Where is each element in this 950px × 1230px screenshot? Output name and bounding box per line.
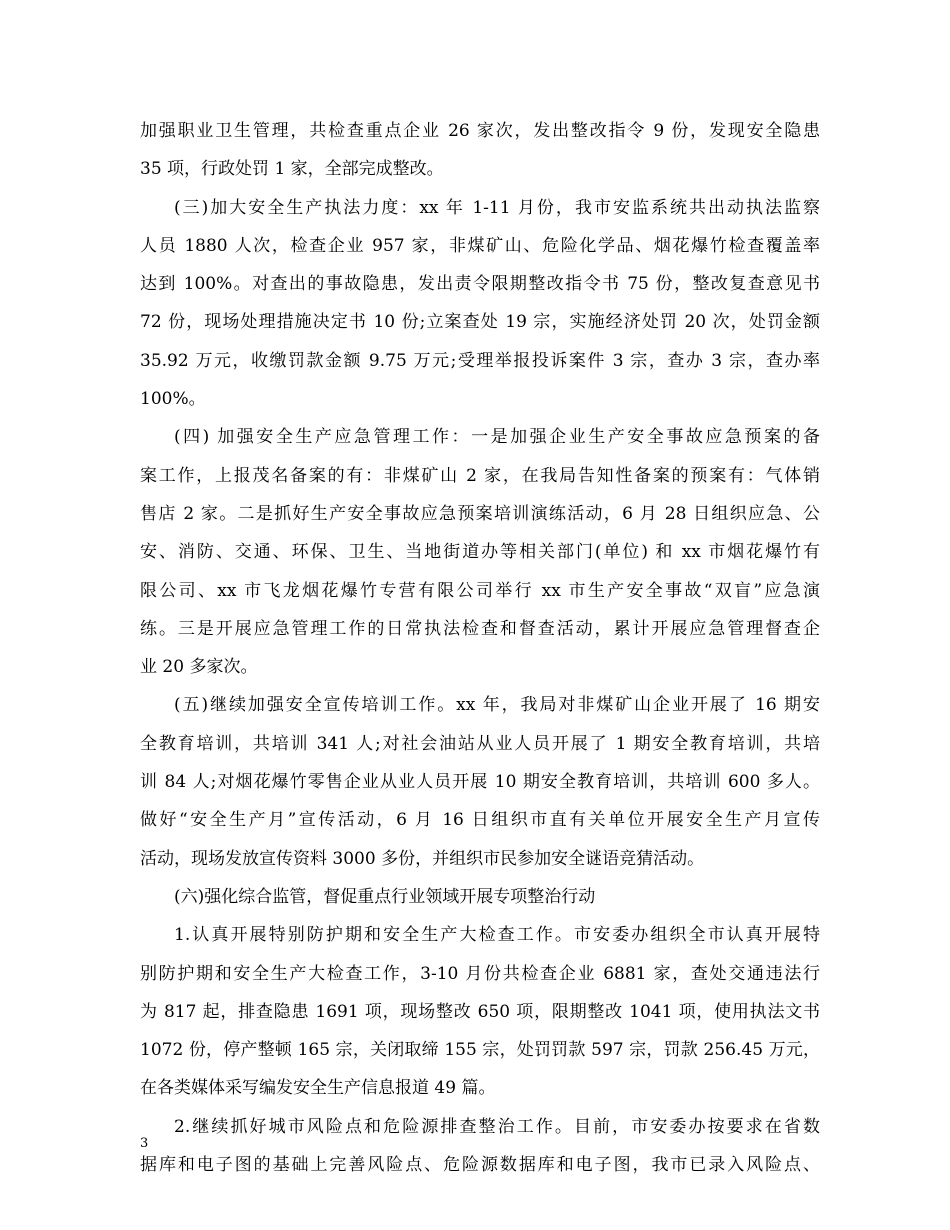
text-line: 据库和电子图的基础上完善风险点、危险源数据库和电子图，我市已录入风险点、 bbox=[140, 1155, 820, 1176]
text-line: 100%。 bbox=[140, 389, 206, 410]
text-line: 1.认真开展特别防护期和安全生产大检查工作。市安委办组织全市认真开展特 bbox=[174, 925, 820, 946]
text-line: (四) 加强安全生产应急管理工作：一是加强企业生产安全事故应急预案的备 bbox=[174, 427, 820, 448]
text-line: 在各类媒体采写编发安全生产信息报道 49 篇。 bbox=[140, 1078, 496, 1099]
text-line: 35 项，行政处罚 1 家，全部完成整改。 bbox=[140, 159, 444, 180]
text-line: 做好“安全生产月”宣传活动，6 月 16 日组织市直有关单位开展安全生产月宣传 bbox=[140, 810, 820, 831]
text-line: 活动，现场发放宣传资料 3000 多份，并组织市民参加安全谜语竞猜活动。 bbox=[140, 848, 705, 869]
text-line: 安、消防、交通、环保、卫生、当地街道办等相关部门(单位) 和 xx 市烟花爆竹有 bbox=[140, 542, 820, 563]
text-line: (六)强化综合监管，督促重点行业领域开展专项整治行动 bbox=[174, 886, 596, 907]
text-line: 全教育培训，共培训 341 人;对社会油站从业人员开展了 1 期安全教育培训，共培 bbox=[140, 733, 820, 754]
text-line: 业 20 多家次。 bbox=[140, 657, 258, 678]
text-line: 35.92 万元，收缴罚款金额 9.75 万元;受理举报投诉案件 3 宗，查办 3 宗，查办率 bbox=[140, 350, 820, 371]
text-line: 练。三是开展应急管理工作的日常执法检查和督查活动，累计开展应急管理督查企 bbox=[140, 618, 820, 639]
text-line: 别防护期和安全生产大检查工作，3-10 月份共检查企业 6881 家，查处交通违法行 bbox=[140, 963, 820, 984]
text-line: 人员 1880 人次，检查企业 957 家，非煤矿山、危险化学品、烟花爆竹检查覆盖率 bbox=[140, 235, 820, 256]
text-line: 训 84 人;对烟花爆竹零售企业从业人员开展 10 期安全教育培训，共培训 600 多人。 bbox=[140, 772, 820, 793]
text-line: 加强职业卫生管理，共检查重点企业 26 家次，发出整改指令 9 份，发现安全隐患 bbox=[140, 121, 820, 141]
text-line: 达到 100%。对查出的事故隐患，发出责令限期整改指令书 75 份，整改复查意见书 bbox=[140, 274, 820, 295]
text-line: 1072 份，停产整顿 165 宗，关闭取缔 155 宗，处罚罚款 597 宗，罚款 256.45 万元， bbox=[140, 1040, 820, 1061]
text-line: 2.继续抓好城市风险点和危险源排查整治工作。目前，市安委办按要求在省数 bbox=[174, 1116, 820, 1137]
text-line: (五)继续加强安全宣传培训工作。xx 年，我局对非煤矿山企业开展了 16 期安 bbox=[174, 695, 820, 716]
page-number: 3 bbox=[140, 1136, 149, 1151]
text-line: 为 817 起，排查隐患 1691 项，现场整改 650 项，限期整改 1041 项，使用执法文书 bbox=[140, 1001, 820, 1022]
text-line: (三)加大安全生产执法力度：xx 年 1-11 月份，我市安监系统共出动执法监察 bbox=[174, 197, 820, 218]
text-line: 案工作，上报茂名备案的有：非煤矿山 2 家，在我局告知性备案的预案有：气体销 bbox=[140, 465, 820, 486]
body-text bbox=[140, 112, 820, 1184]
text-line: 限公司、xx 市飞龙烟花爆竹专营有限公司举行 xx 市生产安全事故“双盲”应急演 bbox=[140, 580, 820, 601]
text-line: 售店 2 家。二是抓好生产安全事故应急预案培训演练活动，6 月 28 日组织应急、公 bbox=[140, 503, 820, 524]
text-line: 72 份，现场处理措施决定书 10 份;立案查处 19 宗，实施经济处罚 20 次，处罚金额 bbox=[140, 312, 820, 333]
